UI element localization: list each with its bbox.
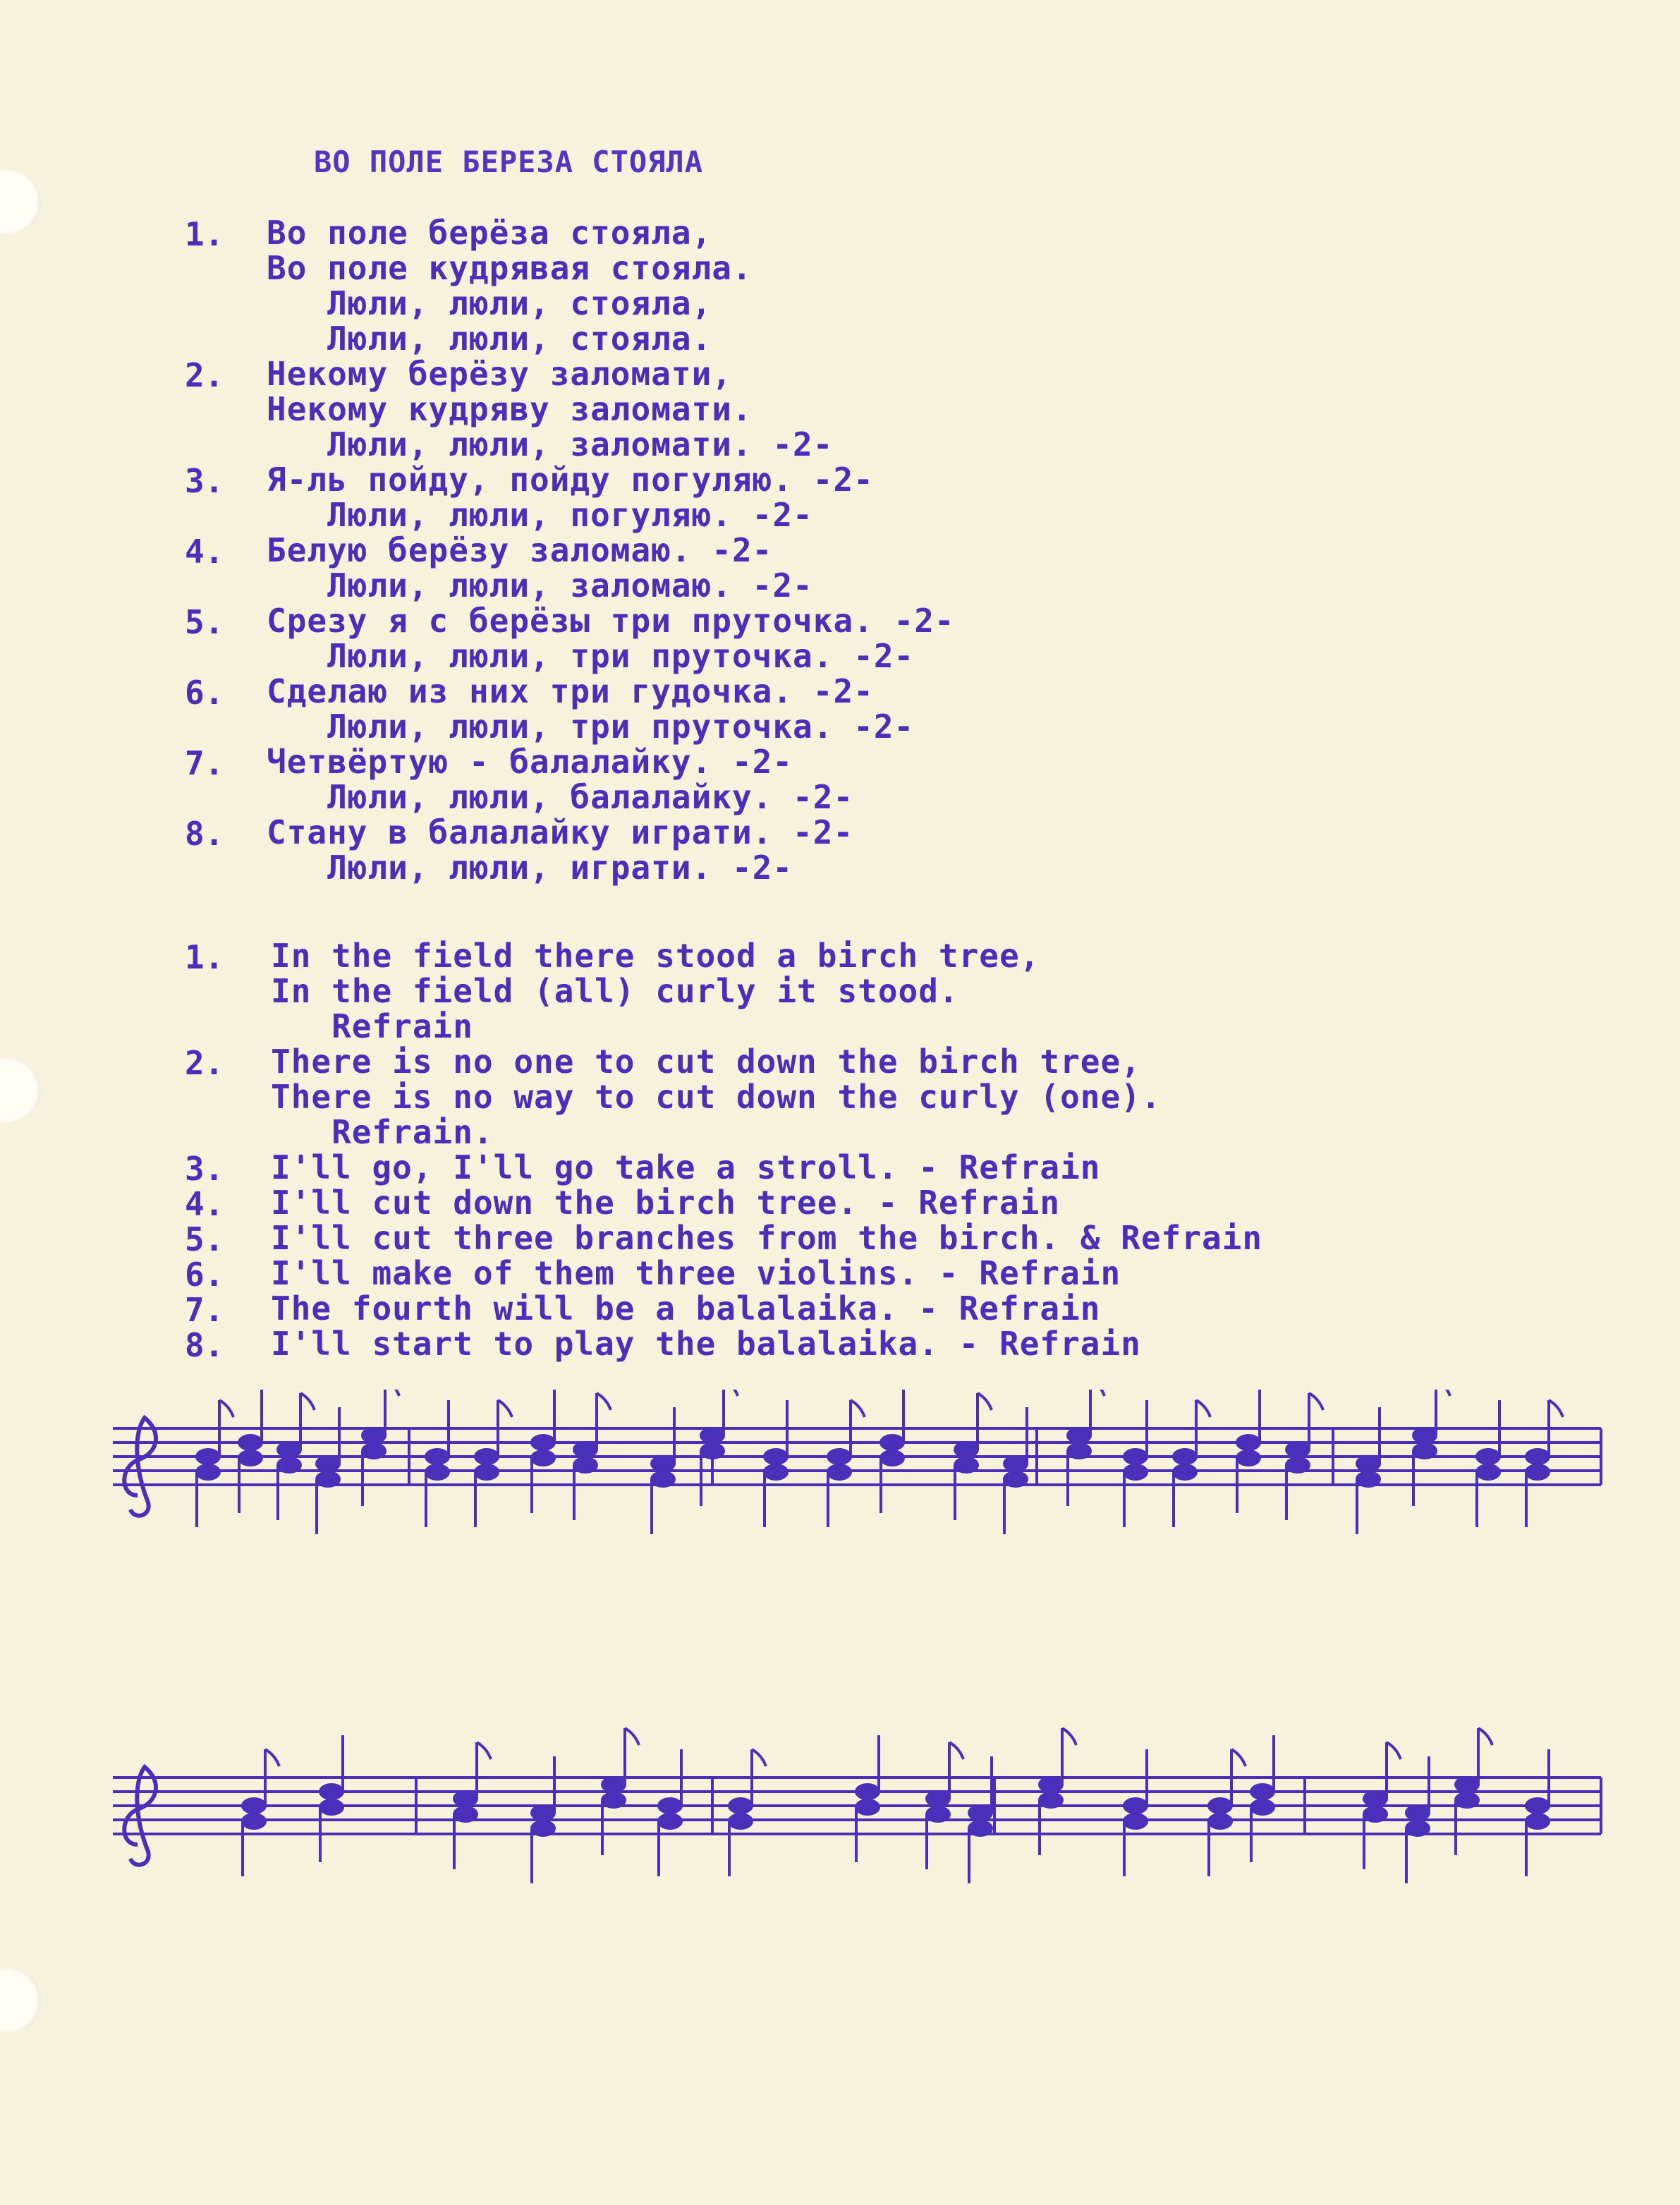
- verse-line: Люли, люли, стояла.: [267, 320, 712, 358]
- note-flag: [597, 1393, 611, 1410]
- note-flag: [724, 1390, 738, 1396]
- note-head: [601, 1776, 626, 1793]
- note-head: [573, 1441, 598, 1458]
- verse-line: Refrain: [271, 1007, 473, 1045]
- note-head: [1525, 1464, 1550, 1481]
- verse-number: 1.: [185, 938, 224, 976]
- verse-line: I'll go, I'll go take a stroll. - Refrain: [271, 1148, 1101, 1186]
- note-head: [1475, 1448, 1501, 1465]
- note-flag: [1062, 1728, 1076, 1745]
- note-head: [276, 1441, 302, 1458]
- note-head: [319, 1783, 344, 1800]
- verse-line: Во поле берёза стояла,: [267, 214, 712, 252]
- verse-line: Сделаю из них три гудочка. -2-: [267, 672, 874, 710]
- note-head: [827, 1448, 852, 1465]
- verse-line: There is no way to cut down the curly (one).: [271, 1078, 1162, 1116]
- note-head: [1038, 1792, 1064, 1809]
- verse-line: There is no one to cut down the birch tree,: [271, 1043, 1141, 1081]
- verse-line: Люли, люли, заломаю. -2-: [267, 566, 813, 605]
- note-flag: [978, 1393, 992, 1410]
- note-flag: [1090, 1390, 1104, 1396]
- note-head: [1172, 1464, 1198, 1481]
- note-flag: [265, 1749, 279, 1766]
- verse-number: 2.: [185, 1044, 224, 1082]
- verse-line: In the field there stood a birch tree,: [271, 937, 1040, 975]
- note-head: [276, 1457, 302, 1474]
- note-head: [1475, 1464, 1501, 1481]
- verse-line: Люли, люли, балалайку. -2-: [267, 778, 854, 816]
- note-head: [425, 1448, 450, 1465]
- note-head: [1003, 1455, 1028, 1472]
- note-head: [954, 1457, 979, 1474]
- note-head: [601, 1792, 626, 1809]
- punch-hole: [0, 169, 41, 234]
- note-flag: [477, 1742, 491, 1759]
- verse-number: 3.: [185, 462, 224, 500]
- note-flag: [851, 1400, 865, 1417]
- note-head: [855, 1783, 880, 1800]
- note-head: [763, 1448, 789, 1465]
- verse-line: In the field (all) curly it stood.: [271, 972, 959, 1010]
- note-head: [1236, 1434, 1261, 1451]
- verse-line: The fourth will be a balalaika. - Refrain: [271, 1289, 1101, 1328]
- verse-line: Некому кудряву заломати.: [267, 390, 753, 428]
- note-flag: [498, 1400, 512, 1417]
- note-head: [650, 1471, 676, 1488]
- verse-number: 8.: [185, 815, 224, 853]
- note-head: [1066, 1427, 1092, 1444]
- verse-number: 8.: [185, 1326, 224, 1364]
- note-head: [530, 1804, 556, 1821]
- note-head: [195, 1448, 221, 1465]
- note-head: [453, 1790, 478, 1807]
- note-head: [1405, 1804, 1430, 1821]
- note-flag: [949, 1742, 963, 1759]
- note-head: [1123, 1813, 1148, 1830]
- verse-line: Я-ль пойду, пойду погуляю. -2-: [267, 461, 874, 499]
- note-flag: [219, 1400, 233, 1417]
- note-head: [238, 1450, 263, 1466]
- note-head: [1123, 1797, 1148, 1814]
- note-head: [763, 1464, 789, 1481]
- verse-line: Белую берёзу заломаю. -2-: [267, 531, 773, 569]
- note-head: [827, 1464, 852, 1481]
- note-head: [361, 1442, 386, 1459]
- music-staff-1: [106, 1390, 1615, 1580]
- note-head: [1363, 1790, 1388, 1807]
- verse-number: 3.: [185, 1150, 224, 1188]
- punch-hole: [0, 1058, 41, 1123]
- note-head: [650, 1455, 676, 1472]
- verse-line: I'll make of them three violins. - Refrain: [271, 1254, 1121, 1292]
- verse-line: Люли, люли, три пруточка. -2-: [267, 637, 915, 675]
- verse-line: Люли, люли, играти. -2-: [267, 849, 793, 887]
- note-flag: [752, 1749, 766, 1766]
- note-head: [474, 1464, 499, 1481]
- note-head: [879, 1434, 905, 1451]
- note-head: [1412, 1442, 1437, 1459]
- note-head: [657, 1797, 683, 1814]
- note-head: [1250, 1783, 1275, 1800]
- verse-number: 7.: [185, 744, 224, 782]
- note-flag: [300, 1393, 315, 1410]
- treble-clef-icon: [124, 1767, 156, 1865]
- verse-line: I'll cut three branches from the birch. & Refrain: [271, 1219, 1263, 1257]
- verse-line: Люли, люли, заломати. -2-: [267, 425, 834, 463]
- verse-number: 5.: [185, 603, 224, 641]
- note-flag: [625, 1728, 639, 1745]
- note-head: [1525, 1797, 1550, 1814]
- note-head: [1123, 1464, 1148, 1481]
- note-head: [315, 1455, 341, 1472]
- verse-line: Во поле кудрявая стояла.: [267, 249, 753, 287]
- verse-line: Люли, люли, три пруточка. -2-: [267, 707, 915, 746]
- music-staff-2: [106, 1721, 1615, 1933]
- verse-line: Некому берёзу заломати,: [267, 355, 732, 393]
- song-title: ВО ПОЛЕ БЕРЕЗА СТОЯЛА: [314, 145, 704, 179]
- verse-line: Люли, люли, погуляю. -2-: [267, 496, 813, 534]
- verse-number: 7.: [185, 1291, 224, 1329]
- note-head: [728, 1813, 753, 1830]
- note-head: [1123, 1448, 1148, 1465]
- note-flag: [1231, 1749, 1246, 1766]
- note-head: [315, 1471, 341, 1488]
- verse-line: Стану в балалайку играти. -2-: [267, 813, 854, 851]
- verse-number: 4.: [185, 1185, 224, 1223]
- note-flag: [1478, 1728, 1492, 1745]
- note-head: [1207, 1797, 1233, 1814]
- note-head: [1066, 1442, 1092, 1459]
- note-head: [453, 1806, 478, 1823]
- note-head: [1236, 1450, 1261, 1466]
- note-head: [530, 1450, 556, 1466]
- note-head: [1363, 1806, 1388, 1823]
- note-head: [425, 1464, 450, 1481]
- note-head: [1405, 1820, 1430, 1837]
- note-head: [238, 1434, 263, 1451]
- verse-number: 2.: [185, 356, 224, 394]
- note-head: [1412, 1427, 1437, 1444]
- verse-line: I'll cut down the birch tree. - Refrain: [271, 1184, 1061, 1222]
- note-head: [1454, 1792, 1480, 1809]
- verse-line: Срезу я с берёзы три пруточка. -2-: [267, 602, 955, 640]
- note-head: [657, 1813, 683, 1830]
- note-head: [1285, 1441, 1310, 1458]
- verse-number: 4.: [185, 533, 224, 571]
- note-head: [1207, 1813, 1233, 1830]
- verse-line: Четвёртую - балалайку. -2-: [267, 743, 793, 781]
- note-head: [1038, 1776, 1064, 1793]
- note-head: [925, 1790, 951, 1807]
- note-head: [1525, 1813, 1550, 1830]
- note-flag: [1309, 1393, 1323, 1410]
- note-head: [1250, 1799, 1275, 1816]
- note-head: [241, 1797, 267, 1814]
- note-head: [925, 1806, 951, 1823]
- note-head: [1285, 1457, 1310, 1474]
- note-flag: [1196, 1400, 1210, 1417]
- verse-number: 5.: [185, 1220, 224, 1258]
- verse-number: 6.: [185, 1256, 224, 1294]
- note-head: [968, 1804, 993, 1821]
- note-head: [241, 1813, 267, 1830]
- note-head: [855, 1799, 880, 1816]
- verse-line: Люли, люли, стояла,: [267, 284, 712, 322]
- note-flag: [385, 1390, 399, 1396]
- treble-clef-icon: [124, 1418, 156, 1516]
- note-head: [530, 1434, 556, 1451]
- verse-number: 6.: [185, 674, 224, 712]
- note-head: [968, 1820, 993, 1837]
- note-flag: [1436, 1390, 1450, 1396]
- note-head: [1454, 1776, 1480, 1793]
- note-head: [319, 1799, 344, 1816]
- punch-hole: [0, 1968, 41, 2033]
- note-head: [474, 1448, 499, 1465]
- note-head: [879, 1450, 905, 1466]
- note-head: [361, 1427, 386, 1444]
- note-flag: [1387, 1742, 1401, 1759]
- note-head: [530, 1820, 556, 1837]
- note-head: [728, 1797, 753, 1814]
- note-head: [573, 1457, 598, 1474]
- verse-line: I'll start to play the balalaika. - Refrain: [271, 1325, 1141, 1363]
- note-head: [1356, 1455, 1381, 1472]
- note-head: [1172, 1448, 1198, 1465]
- note-head: [1525, 1448, 1550, 1465]
- verse-number: 1.: [185, 215, 224, 253]
- note-head: [195, 1464, 221, 1481]
- verse-line: Refrain.: [271, 1113, 494, 1151]
- note-head: [954, 1441, 979, 1458]
- note-head: [1356, 1471, 1381, 1488]
- note-flag: [1549, 1400, 1563, 1417]
- note-head: [1003, 1471, 1028, 1488]
